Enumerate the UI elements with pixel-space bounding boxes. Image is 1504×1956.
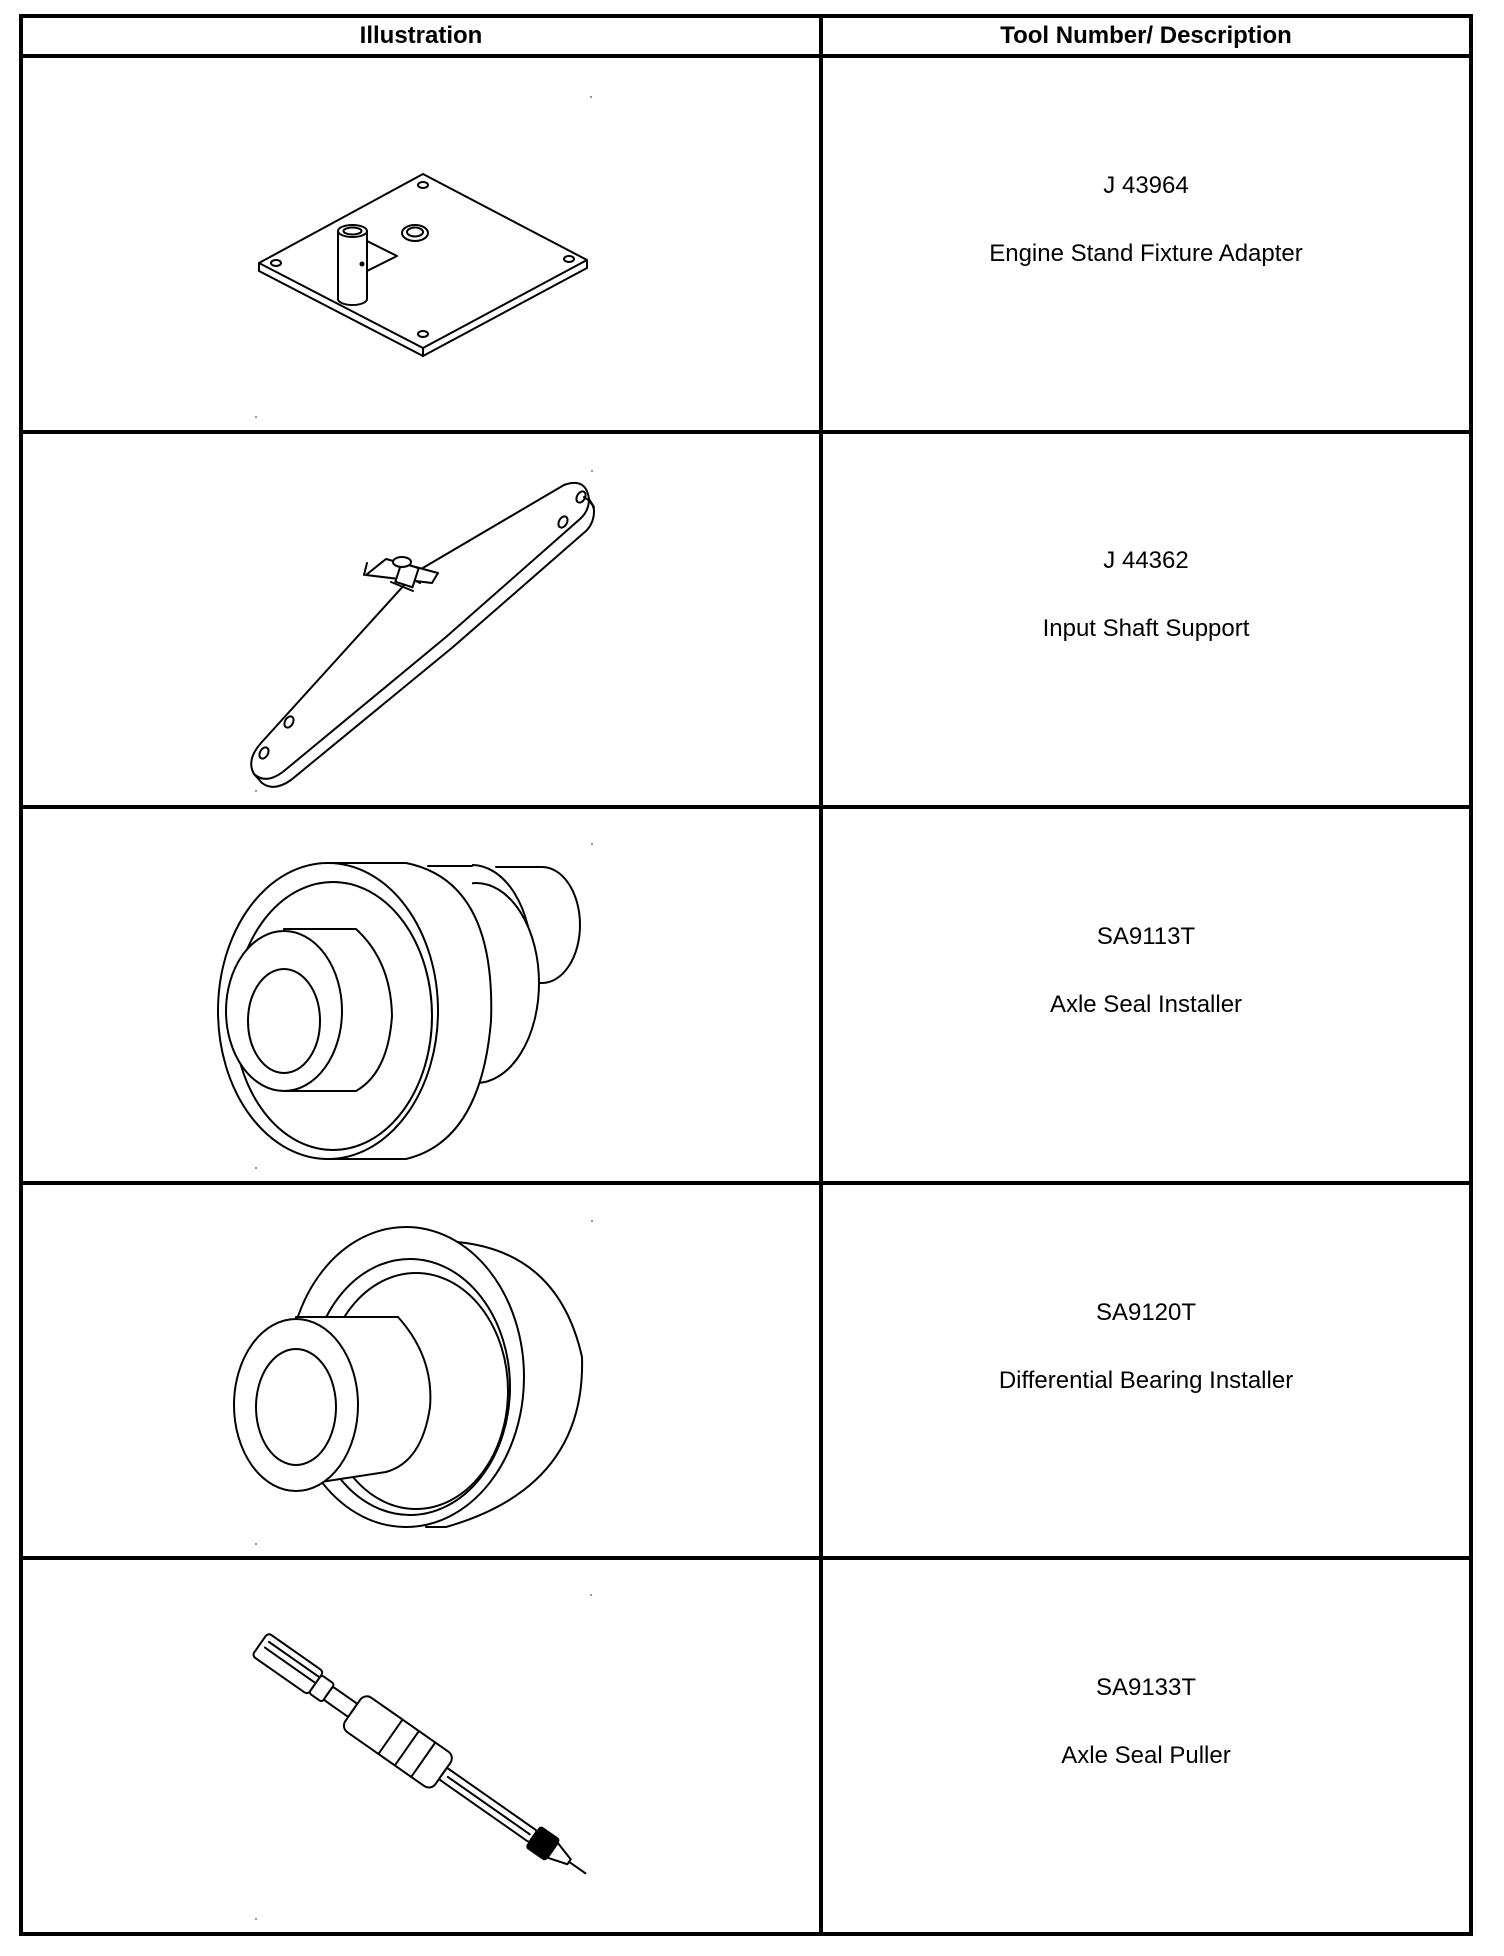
tool-description: Differential Bearing Installer — [998, 1366, 1294, 1394]
description-cell — [821, 807, 1471, 1183]
description-cell — [821, 56, 1471, 432]
table-row — [21, 1558, 1471, 1934]
tool-number: SA9120T — [1095, 1298, 1197, 1326]
tool-description: Axle Seal Installer — [1049, 990, 1243, 1018]
tool-number: J 43964 — [1103, 171, 1189, 199]
description-column-header: Tool Number/ Description — [821, 16, 1471, 56]
table-header-row — [21, 16, 1471, 56]
illustration-cell — [21, 56, 821, 432]
tool-description: Engine Stand Fixture Adapter — [989, 239, 1303, 267]
description-cell — [821, 432, 1471, 808]
input-shaft-support-icon — [26, 435, 816, 803]
table-row — [21, 807, 1471, 1183]
table-row — [21, 432, 1471, 808]
description-cell — [821, 1558, 1471, 1934]
special-tools-table — [19, 14, 1473, 1936]
illustration-cell — [21, 1183, 821, 1559]
differential-bearing-installer-icon — [26, 1187, 816, 1555]
axle-seal-installer-icon — [26, 811, 816, 1179]
illustration-cell — [21, 432, 821, 808]
axle-seal-puller-icon — [26, 1562, 816, 1930]
illustration-cell — [21, 1558, 821, 1934]
tool-number: SA9113T — [1096, 922, 1196, 950]
tool-number: SA9133T — [1095, 1674, 1197, 1702]
illustration-cell — [21, 807, 821, 1183]
tool-description: Input Shaft Support — [1042, 615, 1250, 643]
table-row — [21, 1183, 1471, 1559]
tool-number: J 44362 — [1103, 547, 1189, 575]
description-cell — [821, 1183, 1471, 1559]
tool-description: Axle Seal Puller — [1061, 1742, 1231, 1770]
engine-stand-fixture-adapter-icon — [26, 60, 816, 428]
illustration-column-header: Illustration — [21, 16, 821, 56]
table-row — [21, 56, 1471, 432]
